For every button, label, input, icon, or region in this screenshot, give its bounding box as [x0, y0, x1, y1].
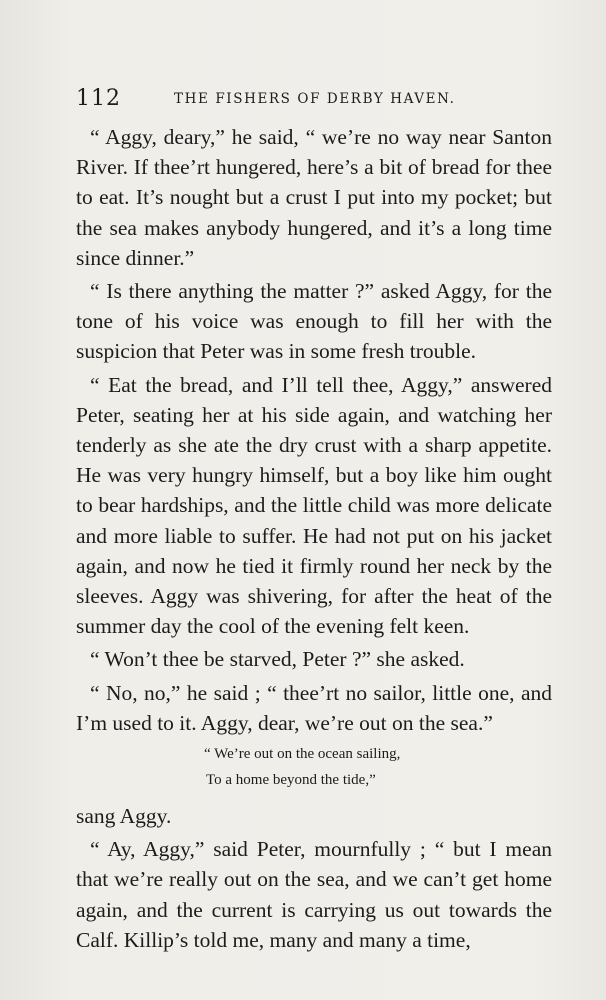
body-text: [76, 122, 552, 958]
paragraph: “ Eat the bread, and I’ll tell thee, Aggy,” answered Peter, seating her at his side again, and watching her tenderly as she ate the dry crust with a sharp appetite. He was very hungry himself, but a boy like him ought to bear hardships, and the little child was more delicate and more liable to suffer. He had not put on his jacket again, and now he tied it firmly round her neck by the sleeves. Aggy was shivering, for after the heat of the summer day the cool of the evening felt keen.: [76, 372, 552, 639]
verse-quote: [76, 741, 552, 793]
verse-line: To a home beyond the tide,”: [206, 772, 376, 789]
paragraph: “ Won’t thee be starved, Peter ?” she asked.: [90, 647, 465, 672]
paragraph: “ Is there anything the matter ?” asked Aggy, for the tone of his voice was enough to fill her with the suspicion that Peter was in some fresh trouble.: [76, 279, 552, 364]
paragraph: sang Aggy.: [76, 804, 172, 829]
running-head: THE FISHERS OF DERBY HAVEN.: [174, 91, 456, 107]
paragraph: “ No, no,” he said ; “ thee’rt no sailor, little one, and I’m used to it. Aggy, dear, we’re out on the sea.”: [76, 680, 552, 735]
paragraph: “ Aggy, deary,” he said, “ we’re no way near Santon River. If thee’rt hungered, here’s a bit of bread for thee to eat. It’s nought but a crust I put into my pocket; but the sea makes anybody hungered, and it’s a long time since dinner.”: [76, 125, 552, 270]
verse-line: “ We’re out on the ocean sailing,: [204, 746, 401, 763]
paragraph: “ Ay, Aggy,” said Peter, mournfully ; “ but I mean that we’re really out on the sea, and we can’t get home again, and the current is carrying us out towards the Calf. Killip’s told me, many and many a time,: [76, 837, 552, 952]
page-number: 112: [76, 86, 121, 111]
page-header: [76, 86, 556, 116]
